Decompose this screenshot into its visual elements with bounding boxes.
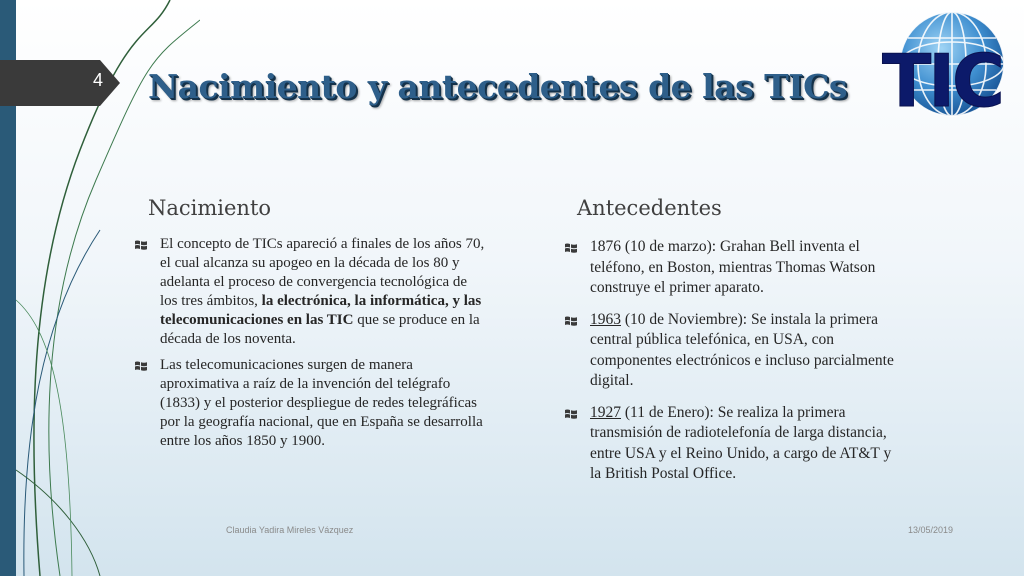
antecedentes-list — [564, 237, 904, 496]
tic-globe-logo — [868, 8, 1010, 120]
slide-number: 4 — [92, 70, 103, 90]
bullet-text: que se produce en la década de los noventa. — [160, 312, 480, 347]
bullet-text: 1876 (10 de marzo): Grahan Bell inventa el teléfono, en Boston, mientras Thomas Watson construye el primer aparato. — [590, 238, 876, 296]
bullet-text: (10 de Noviembre): Se instala la primera central pública telefónica, en USA, con componentes electrónicos e incluso parcialmente digital. — [590, 310, 894, 389]
windows-flag-icon — [564, 406, 578, 418]
footer-author: Claudia Yadira Mireles Vázquez — [226, 525, 354, 535]
footer-date: 13/05/2019 — [908, 525, 954, 535]
windows-flag-icon — [564, 240, 578, 252]
bullet-bold-text: la electrónica, la informática, y las telecomunicaciones en las TIC — [160, 293, 482, 328]
bullet-text: Las telecomunicaciones surgen de manera aproximativa a raíz de la invención del telégrafo (1833) y el posterior despliegue de redes telegráficas por la geografía nacional, que en España se desarrolla entre los años 1850 y 1900. — [160, 357, 483, 449]
slide-title: Nacimiento y antecedentes de las TICs — [148, 67, 847, 106]
nacimiento-list — [134, 235, 486, 458]
antecedentes-heading: Antecedentes — [577, 196, 722, 220]
year-link[interactable]: 1927 — [590, 403, 621, 421]
bullet-text: (11 de Enero): Se realiza la primera transmisión de radiotelefonía de larga distancia, entre USA y el Reino Unido, a cargo de AT&T y la British Postal Office. — [590, 403, 892, 482]
bullet-text: El concepto de TICs apareció a finales de los años 70, el cual alcanza su apogeo en la década de los 80 y adelanta el proceso de convergencia tecnológica de los tres ámbitos, — [160, 236, 485, 309]
list-item — [564, 237, 904, 299]
list-item — [134, 356, 486, 451]
list-item — [134, 235, 486, 349]
nacimiento-heading: Nacimiento — [148, 196, 272, 220]
windows-flag-icon — [134, 359, 148, 371]
logo-text: TIC — [882, 39, 1002, 120]
year-link[interactable]: 1963 — [590, 310, 621, 328]
list-item — [564, 310, 904, 392]
windows-flag-icon — [564, 313, 578, 325]
windows-flag-icon — [134, 238, 148, 250]
list-item — [564, 403, 904, 485]
